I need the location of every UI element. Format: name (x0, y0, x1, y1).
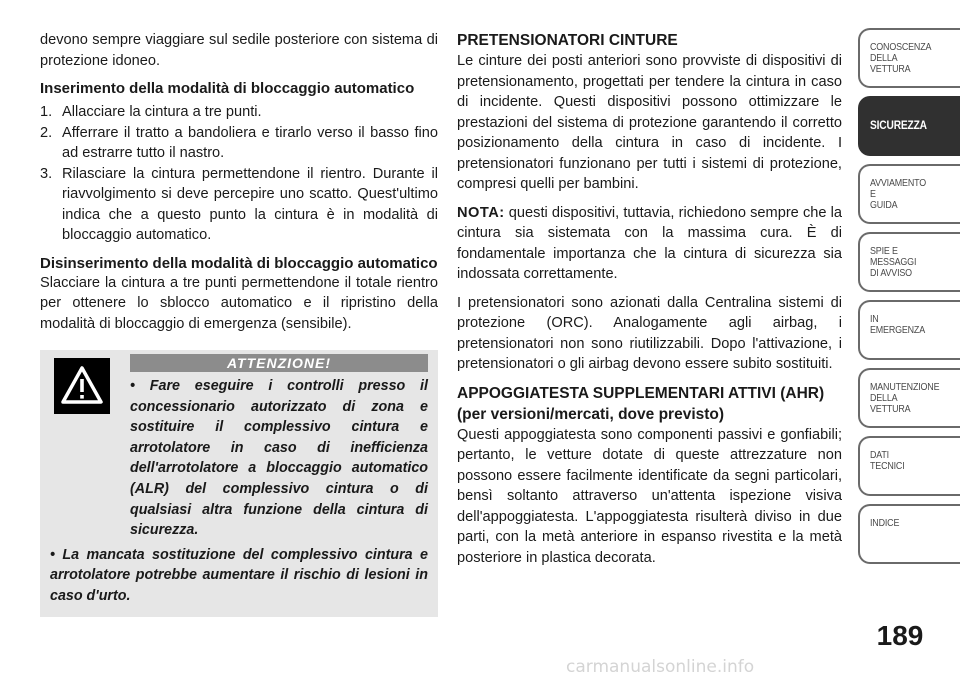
chapter-tabs (858, 28, 960, 572)
tab-spie-messaggi[interactable]: SPIE E MESSAGGI DI AVVISO (858, 232, 960, 292)
warning-item: • La mancata sostituzione del complessivo cintura e arrotolatore potrebbe aumentare il rischio di lesioni in caso d'urto. (50, 546, 428, 604)
note-label: NOTA: (457, 204, 505, 221)
tab-emergenza[interactable]: IN EMERGENZA (858, 300, 960, 360)
page-number: 189 (876, 620, 924, 651)
list-item: 1. Allacciare la cintura a tre punti. (40, 104, 262, 120)
note-text: questi dispositivi, tuttavia, richiedono sempre che la cintura sia sistemata con la massima cura. È di fondamentale importanza che la cintura di sicurezza sia indossata correttamente. (457, 204, 842, 282)
section2-text: Slacciare la cintura a tre punti permettendone il totale rientro per ottenere lo sblocco automatico e il ripristino della modalità di bloccaggio di emergenza (sensibile). (40, 274, 438, 332)
steps-list (40, 102, 438, 246)
warning-box (40, 350, 438, 617)
warning-heading: ATTENZIONE! (130, 354, 428, 372)
tab-conoscenza-vettura[interactable]: CONOSCENZA DELLA VETTURA (858, 28, 960, 88)
section-title-auto-lock-on: Inserimento della modalità di bloccaggio automatico (40, 80, 415, 97)
section-title-ahr: APPOGGIATESTA SUPPLEMENTARI ATTIVI (AHR) (per versioni/mercati, dove previsto) (457, 384, 825, 423)
ahr-text: Questi appoggiatesta sono componenti passivi e gonfiabili; pertanto, le vetture dotate di queste attrezzature non possono essere facilmente identificate da segni particolari, bensì soltanto attraverso un'attenta ispezione visiva dell'appoggiatesta. L'appoggiatesta risulterà diviso in due parti, con la metà anteriore in espanso rivestita e la metà posteriore in plastica decorata. (457, 426, 842, 566)
warning-item: • Fare eseguire i controlli presso il concessionario autorizzato di zona e sostituire il complessivo cintura e arrotolatore in caso di inefficienza dell'arrotolatore a bloccaggio automatico (ALR) del complessivo cintura o di qualsiasi altra funzione della cintura di sicurezza. (130, 378, 428, 539)
section-title-pretensioners: PRETENSIONATORI CINTURE (457, 32, 678, 49)
watermark: carmanualsonline.info (566, 657, 755, 677)
orc-text: I pretensionatori sono azionati dalla Centralina sistemi di protezione (ORC). Analogamente agli airbag, i pretensionatori non sono riutilizzabili. Dopo l'attivazione, i pretensionatori o gli airbag devono essere subito sostituiti. (457, 294, 842, 372)
note-paragraph (457, 203, 842, 285)
pretensioners-text: Le cinture dei posti anteriori sono provviste di dispositivi di pretensionamento, progettati per tendere la cintura in caso di incidente. Questi dispositivi possono ottimizzare le prestazioni del sistema di protezione garantendo il corretto posizionamento della cintura in caso di incidente. I pretensionatori funzionano per tutti i sistemi di protezione, compresi quelli per bambini. (457, 53, 842, 192)
tab-indice[interactable]: INDICE (858, 504, 960, 564)
intro-text: devono sempre viaggiare sul sedile posteriore con sistema di protezione idoneo. (40, 32, 438, 69)
list-item: 3. Rilasciare la cintura permettendone il rientro. Durante il riavvolgimento si deve percepire uno scatto. Quest'ultimo indica che a questo punto la cintura è in modalità di bloccaggio automatico. (40, 165, 438, 243)
left-column (40, 30, 438, 617)
warning-triangle-icon (54, 358, 110, 414)
tab-dati-tecnici[interactable]: DATI TECNICI (858, 436, 960, 496)
list-item: 2. Afferrare il tratto a bandoliera e tirarlo verso il basso fino ad estrarre tutto il nastro. (40, 124, 438, 161)
right-column (457, 30, 842, 576)
tab-manutenzione[interactable]: MANUTENZIONE DELLA VETTURA (858, 368, 960, 428)
section-title-auto-lock-off: Disinserimento della modalità di bloccaggio automatico (40, 254, 438, 272)
tab-sicurezza[interactable]: SICUREZZA (858, 96, 960, 156)
tab-avviamento-guida[interactable]: AVVIAMENTO E GUIDA (858, 164, 960, 224)
